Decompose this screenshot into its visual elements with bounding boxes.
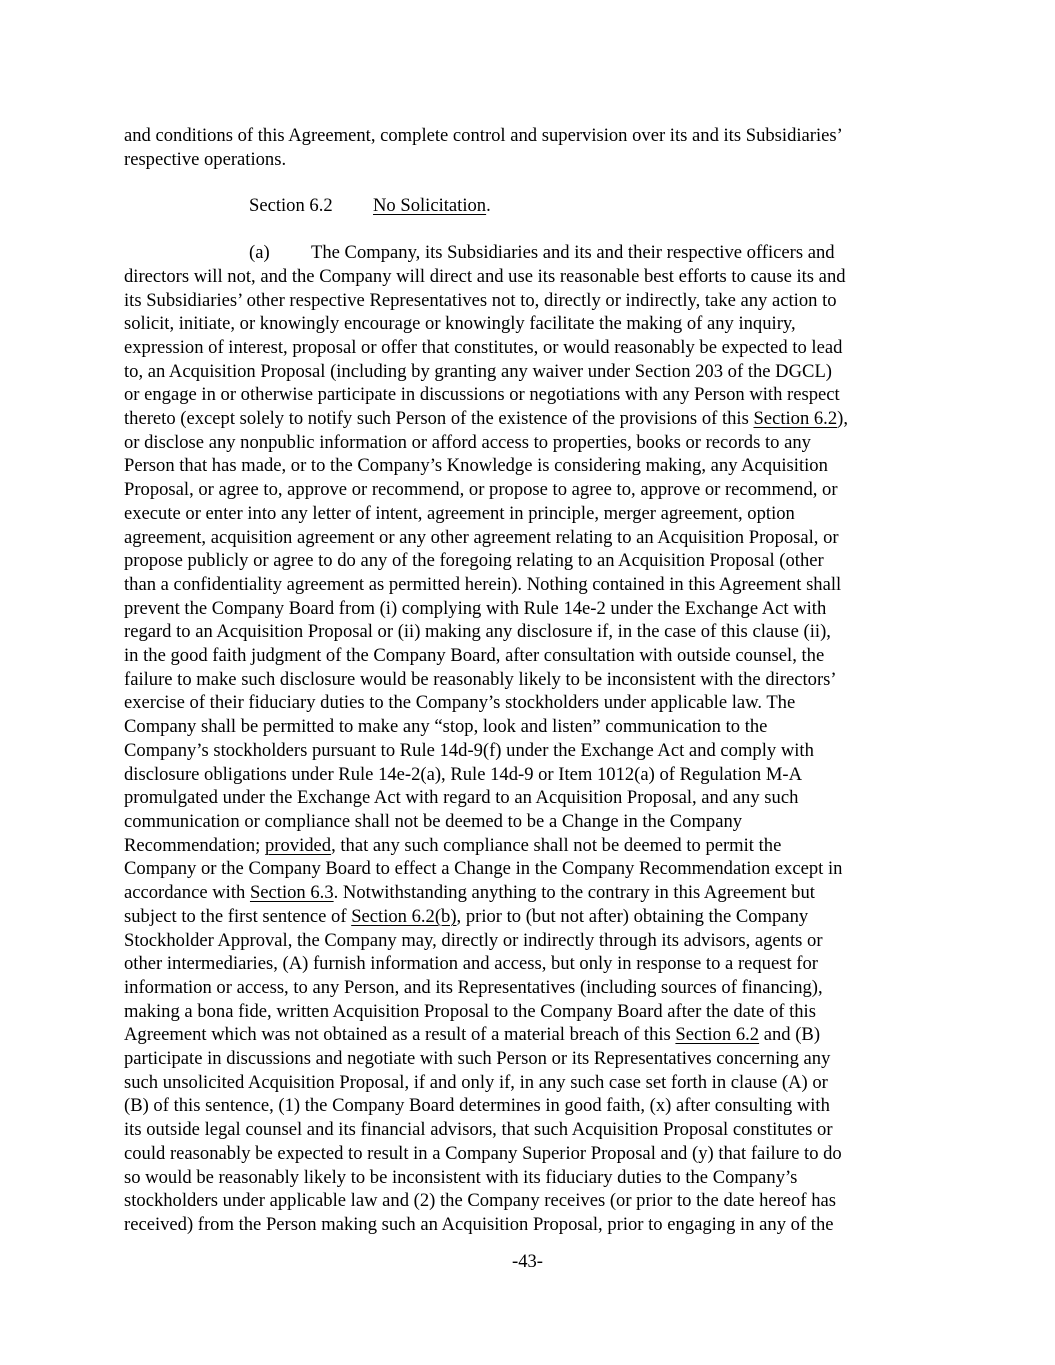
text-line: failure to make such disclosure would be reasonably likely to be inconsistent with the directors’: [124, 668, 837, 690]
text-line-with-reference: [124, 905, 924, 929]
text-line: such unsolicited Acquisition Proposal, if and only if, in any such case set forth in clause (A) or: [124, 1071, 828, 1093]
text-line: Company’s stockholders pursuant to Rule 14d-9(f) under the Exchange Act and comply with: [124, 739, 814, 761]
text-line: respective operations.: [124, 148, 287, 170]
text-line: its Subsidiaries’ other respective Representatives not to, directly or indirectly, take any action to: [124, 289, 837, 311]
text-line: prevent the Company Board from (i) complying with Rule 14e-2 under the Exchange Act with: [124, 597, 827, 619]
text-segment: accordance with: [124, 882, 250, 904]
text-line-with-reference: [124, 881, 924, 905]
text-line: regard to an Acquisition Proposal or (ii) making any disclosure if, in the case of this clause (ii),: [124, 621, 831, 643]
text-line: (B) of this sentence, (1) the Company Board determines in good faith, (x) after consulting with: [124, 1095, 830, 1117]
text-line: exercise of their fiduciary duties to the Company’s stockholders under applicable law. The: [124, 692, 796, 714]
section-reference-link[interactable]: Section 6.2: [753, 408, 838, 430]
text-line: Company or the Company Board to effect a Change in the Company Recommendation except in: [124, 858, 843, 880]
text-segment: subject to the first sentence of: [124, 905, 352, 927]
paragraph-first-line: [124, 241, 924, 265]
text-line: agreement, acquisition agreement or any other agreement relating to an Acquisition Proposal, or: [124, 526, 839, 548]
paragraph-gap: [124, 218, 924, 241]
text-line-with-reference: [124, 407, 924, 431]
document-page: [124, 124, 924, 1237]
text-segment: ),: [837, 408, 848, 430]
text-line: received) from the Person making such an Acquisition Proposal, prior to engaging in any of the: [124, 1213, 834, 1235]
paragraph-label: (a): [249, 242, 270, 264]
text-segment: , that any such compliance shall not be deemed to permit the: [331, 834, 782, 856]
text-line: solicit, initiate, or knowingly encourage or knowingly facilitate the making of any inquiry,: [124, 313, 796, 335]
text-line: The Company, its Subsidiaries and its and their respective officers and: [311, 242, 835, 264]
text-line: or engage in or otherwise participate in discussions or negotiations with any Person with respect: [124, 384, 840, 406]
text-segment: Recommendation;: [124, 834, 265, 856]
section-title-suffix: .: [486, 195, 491, 217]
text-line: execute or enter into any letter of intent, agreement in principle, merger agreement, option: [124, 502, 795, 524]
paragraph-gap: [124, 171, 924, 194]
text-line: propose publicly or agree to do any of the foregoing relating to an Acquisition Proposal (other: [124, 550, 824, 572]
text-line-with-defined-term: [124, 834, 924, 858]
page-number: -43-: [512, 1251, 543, 1272]
text-line: other intermediaries, (A) furnish information and access, but only in response to a request for: [124, 953, 818, 975]
text-segment: and (B): [759, 1024, 821, 1046]
text-segment: thereto (except solely to notify such Person of the existence of the provisions of this: [124, 408, 754, 430]
text-line: to, an Acquisition Proposal (including by granting any waiver under Section 203 of the DGCL): [124, 360, 832, 382]
text-line: so would be reasonably likely to be inconsistent with its fiduciary duties to the Company’s: [124, 1166, 798, 1188]
text-segment: . Notwithstanding anything to the contrary in this Agreement but: [333, 882, 815, 904]
section-reference-link[interactable]: Section 6.3: [249, 882, 334, 904]
section-reference-link[interactable]: Section 6.2(b): [351, 905, 457, 927]
text-line: directors will not, and the Company will direct and use its reasonable best efforts to cause its and: [124, 265, 846, 287]
text-line: Proposal, or agree to, approve or recommend, or propose to agree to, approve or recommend, or: [124, 479, 838, 501]
text-line: or disclose any nonpublic information or afford access to properties, books or records to any: [124, 431, 811, 453]
text-segment: Agreement which was not obtained as a result of a material breach of this: [124, 1024, 676, 1046]
text-line: expression of interest, proposal or offer that constitutes, or would reasonably be expected to lead: [124, 336, 843, 358]
text-line: information or access, to any Person, and its Representatives (including sources of financing),: [124, 976, 823, 998]
text-line: making a bona fide, written Acquisition Proposal to the Company Board after the date of this: [124, 1000, 816, 1022]
intro-paragraph: [124, 124, 924, 171]
text-line: than a confidentiality agreement as permitted herein). Nothing contained in this Agreement shall: [124, 573, 842, 595]
text-line: Company shall be permitted to make any “stop, look and listen” communication to the: [124, 716, 768, 738]
text-line: could reasonably be expected to result in a Company Superior Proposal and (y) that failure to do: [124, 1142, 842, 1164]
text-line: its outside legal counsel and its financial advisors, that such Acquisition Proposal constitutes or: [124, 1119, 833, 1141]
text-line: communication or compliance shall not be deemed to be a Change in the Company: [124, 810, 743, 832]
text-line: Stockholder Approval, the Company may, directly or indirectly through its advisors, agents or: [124, 929, 823, 951]
text-segment: , prior to (but not after) obtaining the Company: [456, 905, 809, 927]
section-reference-link[interactable]: Section 6.2: [675, 1024, 760, 1046]
text-line: and conditions of this Agreement, complete control and supervision over its and its Subsidiaries’: [124, 125, 843, 146]
text-line: promulgated under the Exchange Act with regard to an Acquisition Proposal, and any such: [124, 787, 799, 809]
paragraph-a: [124, 241, 924, 1237]
text-line: disclosure obligations under Rule 14e-2(a), Rule 14d-9 or Item 1012(a) of Regulation M-A: [124, 763, 802, 785]
defined-term-provided: provided: [264, 834, 332, 856]
text-line: in the good faith judgment of the Company Board, after consultation with outside counsel, the: [124, 645, 825, 667]
section-number: Section 6.2: [249, 195, 333, 217]
section-heading: [124, 194, 924, 218]
text-line: participate in discussions and negotiate with such Person or its Representatives concerning any: [124, 1048, 831, 1070]
text-line: stockholders under applicable law and (2) the Company receives (or prior to the date hereof has: [124, 1190, 836, 1212]
section-title: No Solicitation: [373, 195, 487, 217]
text-line-with-reference: [124, 1023, 924, 1047]
text-line: Person that has made, or to the Company’s Knowledge is considering making, any Acquisition: [124, 455, 828, 477]
